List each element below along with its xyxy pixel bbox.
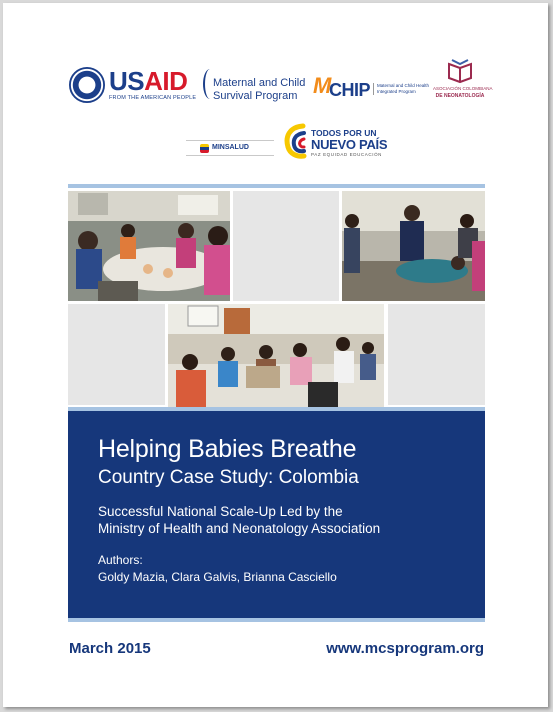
mchip-wordmark: CHIP <box>329 80 371 100</box>
todos-line2: NUEVO PAÍS <box>311 137 388 152</box>
photo-placeholder-bottom-left <box>68 304 165 405</box>
mchip-logo <box>313 73 428 105</box>
mcsp-logo-line1: Maternal and Child <box>213 77 306 89</box>
usaid-tagline: FROM THE AMERICAN PEOPLE <box>109 95 197 101</box>
tricolor-swirl-icon <box>283 123 309 159</box>
neonatology-association-logo <box>433 58 493 106</box>
acn-logo-line1: ASOCIACIÓN COLOMBIANA <box>433 86 493 91</box>
todos-line3: PAZ EQUIDAD EDUCACIÓN <box>311 152 383 157</box>
top-divider-rule <box>68 184 485 188</box>
photo-training-session-right <box>342 191 485 301</box>
publication-date: March 2015 <box>69 640 151 657</box>
acn-logo-line2: DE NEONATOLOGÍA <box>435 93 485 99</box>
title-band <box>68 411 485 618</box>
report-tagline-line2: Ministry of Health and Neonatology Association <box>98 521 381 536</box>
todos-por-un-nuevo-pais-logo <box>283 121 388 165</box>
photo-placeholder-top-center <box>233 191 339 301</box>
minsalud-logo <box>186 140 274 156</box>
minsalud-wordmark: MINSALUD <box>212 144 249 151</box>
authors-label: Authors: <box>98 553 143 567</box>
mcsp-logo <box>203 69 306 105</box>
mchip-fullname: Maternal and Child Health Integrated Program <box>373 83 433 95</box>
photo-training-session-center <box>168 304 384 407</box>
mcsp-logo-line2: Survival Program <box>213 90 298 102</box>
program-website-url: www.mcsprogram.org <box>326 640 484 657</box>
report-tagline-line1: Successful National Scale-Up Led by the <box>98 504 343 519</box>
photo-placeholder-bottom-right <box>388 304 485 405</box>
photo-training-session-left <box>68 191 230 301</box>
authors-list: Goldy Mazia, Clara Galvis, Brianna Casciello <box>98 570 337 584</box>
usaid-logo <box>69 66 197 107</box>
report-subtitle: Country Case Study: Colombia <box>98 467 359 488</box>
usaid-wordmark: USAID <box>109 66 188 96</box>
usaid-seal-icon <box>69 67 105 103</box>
colombia-shield-icon <box>200 144 209 153</box>
mchip-mark: M <box>313 73 332 98</box>
open-book-icon <box>447 58 473 84</box>
bottom-divider-rule <box>68 618 485 622</box>
report-title: Helping Babies Breathe <box>98 435 357 463</box>
todos-line1: TODOS POR UN <box>311 128 377 138</box>
report-cover-page <box>3 3 548 707</box>
